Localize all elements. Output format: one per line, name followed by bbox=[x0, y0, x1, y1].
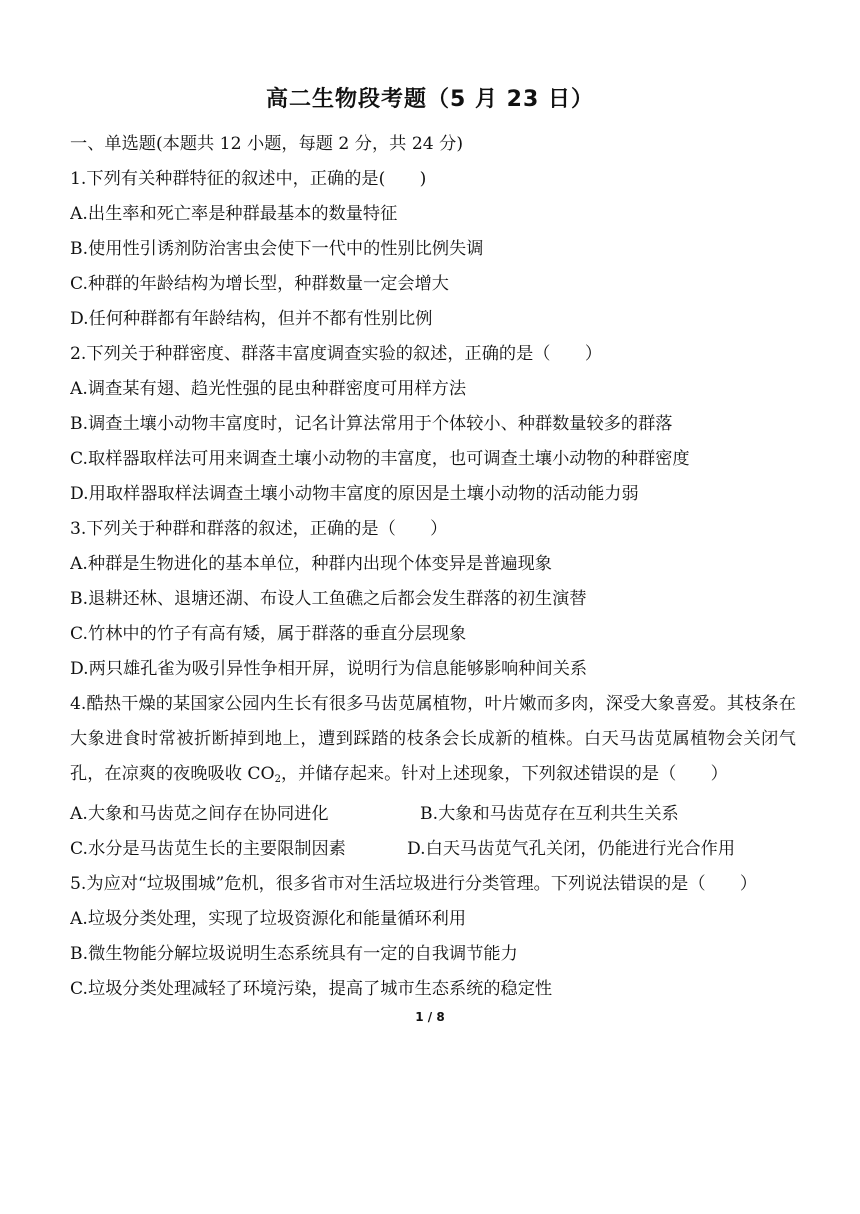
question-stem: 1.下列有关种群特征的叙述中，正确的是( ) bbox=[70, 169, 427, 189]
option-a: A.调查某有翅、趋光性强的昆虫种群密度可用样方法 bbox=[70, 379, 467, 399]
question-2 bbox=[70, 337, 796, 512]
exam-content bbox=[70, 127, 796, 1007]
option-b: B.退耕还林、退塘还湖、布设人工鱼礁之后都会发生群落的初生演替 bbox=[70, 589, 587, 609]
option-c: C.竹林中的竹子有高有矮，属于群落的垂直分层现象 bbox=[70, 624, 467, 644]
option-a: A.垃圾分类处理，实现了垃圾资源化和能量循环利用 bbox=[70, 909, 467, 929]
question-1 bbox=[70, 162, 796, 337]
question-5 bbox=[70, 867, 796, 1007]
option-b: B.调查土壤小动物丰富度时，记名计算法常用于个体较小、种群数量较多的群落 bbox=[70, 414, 673, 434]
question-stem: 4.酷热干燥的某国家公园内生长有很多马齿苋属植物，叶片嫩而多肉，深受大象喜爱。其枝条在大象进食时常被折断掉到地上，遭到踩踏的枝条会长成新的植株。白天马齿苋属植物会关闭气孔，在凉爽的夜晚吸收 $CO_2$，并储存起来。针对上述现象，下列叙述错误的是（ ） bbox=[70, 694, 796, 785]
question-stem: 3.下列关于种群和群落的叙述，正确的是（ ） bbox=[70, 519, 448, 539]
option-c: C.种群的年龄结构为增长型，种群数量一定会增大 bbox=[70, 274, 449, 294]
option-d: D.白天马齿苋气孔关闭，仍能进行光合作用 bbox=[407, 839, 736, 859]
option-d: D.两只雄孔雀为吸引异性争相开屏，说明行为信息能够影响种间关系 bbox=[70, 659, 588, 679]
page-number: 1 / 8 bbox=[415, 1010, 445, 1024]
option-a: A.出生率和死亡率是种群最基本的数量特征 bbox=[70, 204, 398, 224]
subscript: 2 bbox=[274, 774, 281, 785]
option-a: A.种群是生物进化的基本单位，种群内出现个体变异是普遍现象 bbox=[70, 554, 552, 574]
option-c: C.水分是马齿苋生长的主要限制因素 bbox=[70, 839, 346, 859]
option-b: B.微生物能分解垃圾说明生态系统具有一定的自我调节能力 bbox=[70, 944, 518, 964]
option-b: B.使用性引诱剂防治害虫会使下一代中的性别比例失调 bbox=[70, 239, 484, 259]
option-a: A.大象和马齿苋之间存在协同进化 bbox=[70, 804, 329, 824]
question-stem: 2.下列关于种群密度、群落丰富度调查实验的叙述，正确的是（ ） bbox=[70, 344, 603, 364]
option-c: C.取样器取样法可用来调查土壤小动物的丰富度，也可调查土壤小动物的种群密度 bbox=[70, 449, 690, 469]
section-heading: 一、单选题(本题共 12 小题，每题 2 分，共 24 分) bbox=[70, 134, 464, 154]
option-b: B.大象和马齿苋存在互利共生关系 bbox=[420, 804, 679, 824]
question-3 bbox=[70, 512, 796, 687]
option-c: C.垃圾分类处理减轻了环境污染，提高了城市生态系统的稳定性 bbox=[70, 979, 553, 999]
option-d: D.任何种群都有年龄结构，但并不都有性别比例 bbox=[70, 309, 433, 329]
page-title: 高二生物段考题（5 月 23 日） bbox=[266, 87, 594, 112]
option-d: D.用取样器取样法调查土壤小动物丰富度的原因是土壤小动物的活动能力弱 bbox=[70, 484, 639, 504]
question-4 bbox=[70, 687, 796, 867]
option-row bbox=[70, 797, 796, 832]
question-stem: 5.为应对“垃圾围城”危机，很多省市对生活垃圾进行分类管理。下列说法错误的是（ ） bbox=[70, 874, 758, 894]
option-row bbox=[70, 832, 796, 867]
